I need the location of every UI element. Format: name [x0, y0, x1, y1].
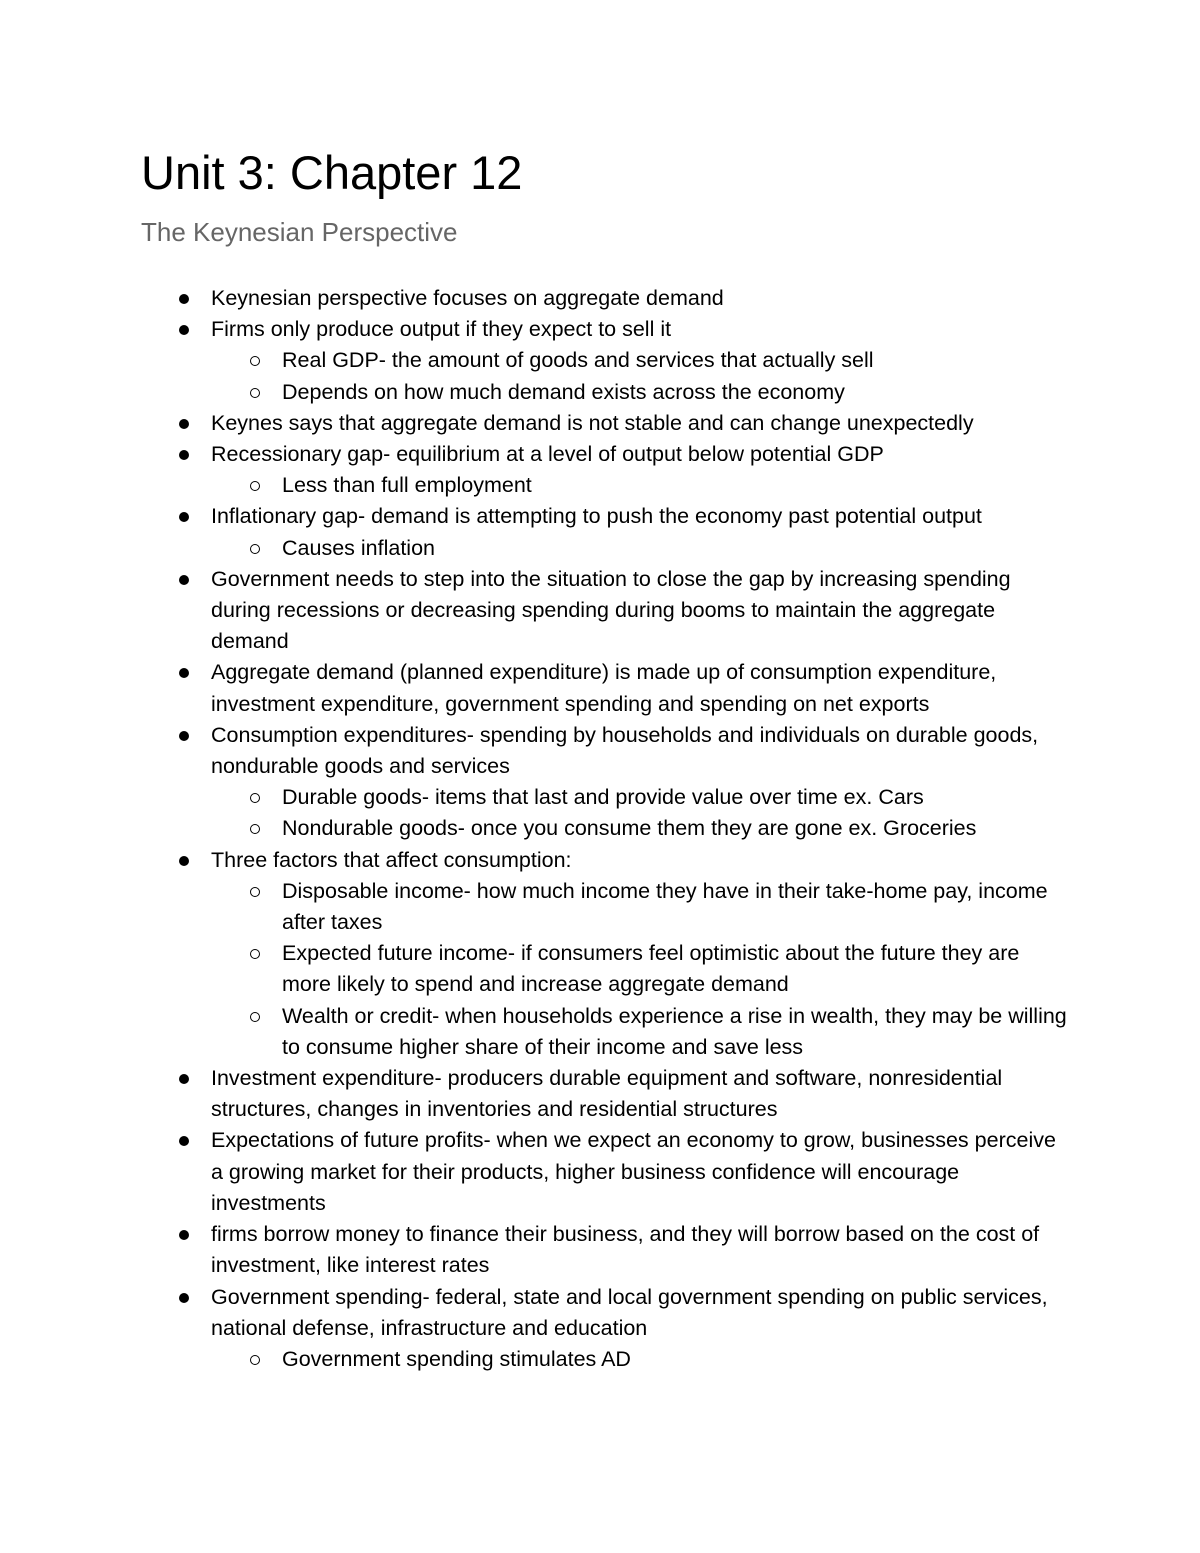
sub-list-item: [0, 470, 1072, 501]
filled-bullet-icon: [179, 1230, 189, 1240]
list-item: [0, 845, 1071, 876]
hollow-bullet-icon: [250, 793, 260, 803]
list-item: [0, 1125, 1071, 1219]
filled-bullet-icon: [179, 575, 189, 585]
filled-bullet-icon: [179, 1074, 189, 1084]
list-item-text: Less than full employment: [282, 473, 532, 498]
sub-list-item: [0, 345, 1072, 376]
list-item-text: Consumption expenditures- spending by households and individuals on durable goods, nondurable goods and services: [211, 722, 1039, 779]
list-item-text: Depends on how much demand exists across the economy: [282, 379, 845, 404]
sub-list-item: [0, 813, 1072, 844]
sub-list-item: [0, 1344, 1072, 1375]
list-item: [0, 720, 1071, 782]
list-item-text: Keynesian perspective focuses on aggregate demand: [211, 286, 724, 310]
list-item: [0, 1282, 1071, 1344]
list-item-text: Causes inflation: [282, 535, 435, 560]
page-subtitle: The Keynesian Perspective: [141, 217, 458, 247]
sub-list-item: [0, 938, 1072, 1000]
list-item-text: Expected future income- if consumers feel optimistic about the future they are more likely to spend and increase aggregate demand: [282, 941, 1020, 997]
list-item: [0, 439, 1071, 470]
hollow-bullet-icon: [250, 887, 260, 897]
filled-bullet-icon: [179, 668, 189, 678]
filled-bullet-icon: [179, 856, 189, 866]
list-item-text: Durable goods- items that last and provide value over time ex. Cars: [282, 785, 924, 810]
filled-bullet-icon: [179, 450, 189, 460]
list-item-text: firms borrow money to finance their business, and they will borrow based on the cost of investment, like interest rates: [211, 1222, 1040, 1278]
filled-bullet-icon: [179, 1136, 189, 1146]
hollow-bullet-icon: [250, 481, 260, 491]
list-item-text: Inflationary gap- demand is attempting to push the economy past potential output: [211, 504, 982, 529]
hollow-bullet-icon: [250, 388, 260, 398]
sub-list-item: [0, 782, 1072, 813]
sub-list-item: [0, 876, 1072, 938]
list-item-text: Keynes says that aggregate demand is not stable and can change unexpectedly: [211, 410, 974, 435]
list-item: [0, 314, 1071, 345]
list-item: [0, 1063, 1071, 1125]
list-item-text: Recessionary gap- equilibrium at a level of output below potential GDP: [211, 442, 884, 467]
filled-bullet-icon: [179, 325, 189, 335]
filled-bullet-icon: [179, 512, 189, 522]
sub-list-item: [0, 1001, 1072, 1063]
list-item: [0, 408, 1071, 439]
filled-bullet-icon: [179, 294, 189, 304]
page-title: Unit 3: Chapter 12: [141, 146, 523, 199]
hollow-bullet-icon: [250, 1012, 260, 1022]
list-item-text: Wealth or credit- when households experience a rise in wealth, they may be willing to consume higher share of their income and save less: [282, 1003, 1067, 1059]
filled-bullet-icon: [179, 731, 189, 741]
hollow-bullet-icon: [250, 824, 260, 834]
list-item: [0, 283, 1071, 314]
list-item: [0, 501, 1071, 532]
list-item: [0, 657, 1071, 719]
hollow-bullet-icon: [250, 544, 260, 554]
list-item-text: Government spending stimulates AD: [282, 1346, 631, 1371]
list-item-text: Nondurable goods- once you consume them they are gone ex. Groceries: [282, 816, 977, 841]
list-item-text: Investment expenditure- producers durable equipment and software, nonresidential structures, changes in inventories and residential structures: [211, 1066, 1003, 1122]
list-item-text: Disposable income- how much income they have in their take-home pay, income after taxes: [282, 878, 1048, 935]
notes-list: [0, 283, 1200, 1375]
hollow-bullet-icon: [250, 356, 260, 366]
hollow-bullet-icon: [250, 1355, 260, 1365]
sub-list-item: [0, 533, 1072, 564]
list-item-text: Government spending- federal, state and local government spending on public services, national defense, infrastructure and education: [211, 1284, 1048, 1340]
list-item-text: Government needs to step into the situation to close the gap by increasing spending during recessions or decreasing spending during booms to maintain the aggregate demand: [211, 566, 1011, 654]
list-item-text: Expectations of future profits- when we expect an economy to grow, businesses perceive a growing market for their products, higher business confidence will encourage investments: [211, 1128, 1056, 1215]
list-item-text: Three factors that affect consumption:: [211, 847, 572, 872]
list-item-text: Aggregate demand (planned expenditure) is made up of consumption expenditure, investment expenditure, government spending and spending on net exports: [211, 660, 997, 716]
list-item-text: Firms only produce output if they expect to sell it: [211, 317, 672, 342]
sub-list-item: [0, 377, 1072, 408]
list-item: [0, 1219, 1071, 1281]
hollow-bullet-icon: [250, 949, 260, 959]
list-item: [0, 564, 1071, 658]
filled-bullet-icon: [179, 419, 189, 429]
filled-bullet-icon: [179, 1293, 189, 1303]
list-item-text: Real GDP- the amount of goods and services that actually sell: [282, 348, 874, 373]
